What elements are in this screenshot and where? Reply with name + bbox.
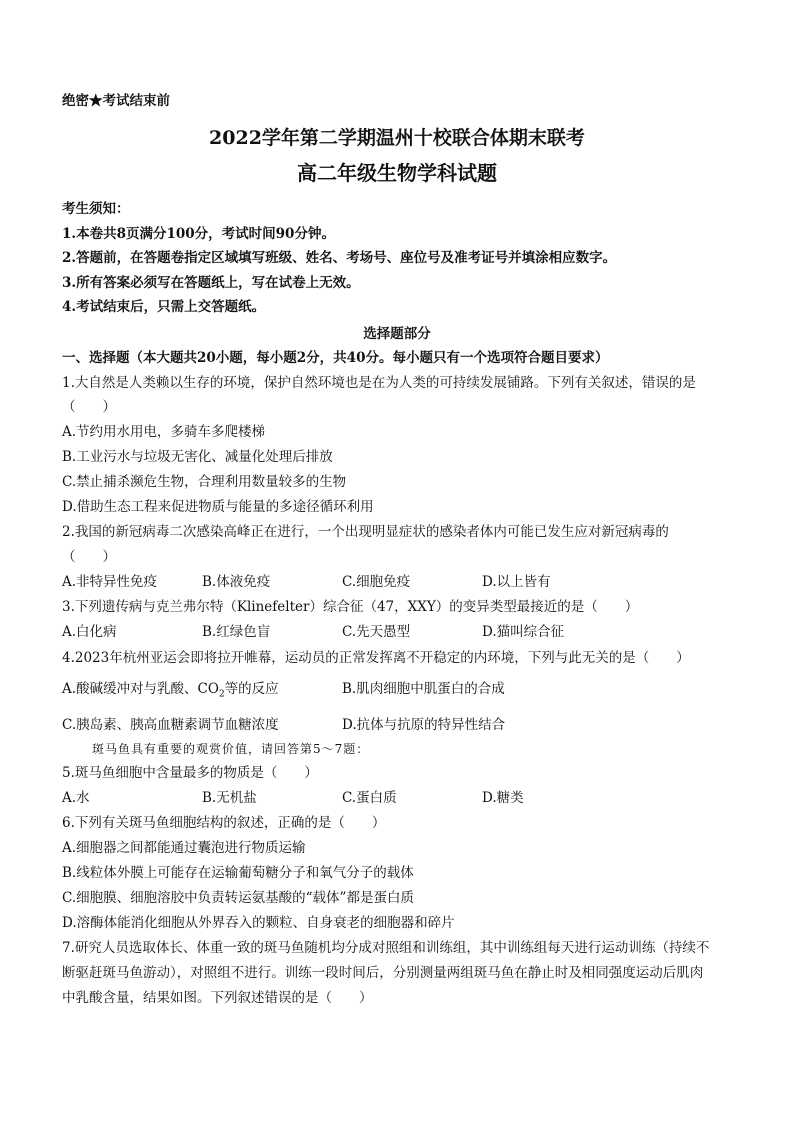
option-a: A.非特异性免疫 <box>62 574 158 590</box>
option-d: D.溶酶体能消化细胞从外界吞入的颗粒、自身衰老的细胞器和碎片 <box>62 915 455 931</box>
subscript-2: 2 <box>218 689 225 700</box>
answer-paren: （ ） <box>62 549 116 565</box>
secret-label: 绝密★考试结束前 <box>62 93 170 109</box>
option-c: C.先天愚型 <box>342 624 411 640</box>
option-c: C.胰岛素、胰高血糖素调节血糖浓度 <box>62 717 279 733</box>
section-part: 选择题部分 <box>363 326 431 342</box>
option-d: D.糖类 <box>482 790 524 806</box>
question-5-stem: 5.斑马鱼细胞中含量最多的物质是（ ） <box>62 765 318 781</box>
option-c: C.细胞免疫 <box>342 574 411 590</box>
option-b: B.体液免疫 <box>202 574 271 590</box>
group-note: 斑马鱼具有重要的观赏价值，请回答第5～7题： <box>92 742 370 756</box>
option-c: C.细胞膜、细胞溶胶中负责转运氨基酸的“载体”都是蛋白质 <box>62 890 414 906</box>
notice-item: 3.所有答案必须写在答题纸上，写在试卷上无效。 <box>62 275 360 291</box>
option-d: D.借助生态工程来促进物质与能量的多途径循环利用 <box>62 499 374 515</box>
question-4-stem: 4.2023年杭州亚运会即将拉开帷幕，运动员的正常发挥离不开稳定的内环境，下列与此无关的是（ ） <box>62 650 690 666</box>
notice-item: 2.答题前，在答题卷指定区域填写班级、姓名、考场号、座位号及准考证号并填涂相应数字。 <box>62 250 617 266</box>
option-a: A.细胞器之间都能通过囊泡进行物质运输 <box>62 840 306 856</box>
option-a: A.白化病 <box>62 624 117 640</box>
answer-paren: （ ） <box>62 399 116 415</box>
question-6-stem: 6.下列有关斑马鱼细胞结构的叙述，正确的是（ ） <box>62 815 386 831</box>
section-heading: 一、选择题（本大题共20小题，每小题2分，共40分。每小题只有一个选项符合题目要求） <box>62 350 609 366</box>
notice-item: 1.本卷共8页满分100分，考试时间90分钟。 <box>62 226 335 242</box>
option-b: B.工业污水与垃圾无害化、减量化处理后排放 <box>62 449 333 465</box>
option-d: D.以上皆有 <box>482 574 551 590</box>
option-a-text-end: 等的反应 <box>224 681 279 697</box>
option-d: D.抗体与抗原的特异性结合 <box>342 717 506 733</box>
option-d: D.猫叫综合征 <box>482 624 565 640</box>
option-a: A.水 <box>62 790 90 806</box>
option-c: C.蛋白质 <box>342 790 397 806</box>
option-b: B.红绿色盲 <box>202 624 271 640</box>
option-a-text: A.酸碱缓冲对与乳酸、CO <box>62 681 219 697</box>
exam-title: 2022学年第二学期温州十校联合体期末联考 <box>209 127 585 149</box>
question-7-stem-end: 中乳酸含量，结果如图。下列叙述错误的是（ ） <box>62 990 373 1006</box>
exam-subtitle: 高二年级生物学科试题 <box>297 161 497 185</box>
question-7-stem-cont: 断驱赶斑马鱼游动），对照组不进行。训练一段时间后，分别测量两组斑马鱼在静止时及相同强度运动后肌肉 <box>62 965 704 981</box>
notice-heading: 考生须知： <box>62 201 130 217</box>
question-2-stem: 2.我国的新冠病毒二次感染高峰正在进行，一个出现明显症状的感染者体内可能已发生应对新冠病毒的 <box>62 524 669 540</box>
notice-item: 4.考试结束后，只需上交答题纸。 <box>62 299 266 315</box>
question-3-stem: 3.下列遗传病与克兰弗尔特（Klinefelter）综合征（47，XXY）的变异类型最接近的是（ ） <box>62 599 639 615</box>
option-c: C.禁止捕杀濒危生物，合理利用数量较多的生物 <box>62 474 347 490</box>
question-1-stem: 1.大自然是人类赖以生存的环境，保护自然环境也是在为人类的可持续发展铺路。下列有关叙述，错误的是 <box>62 375 696 391</box>
question-7-stem: 7.研究人员选取体长、体重一致的斑马鱼随机均分成对照组和训练组，其中训练组每天进行运动训练（持续不 <box>62 940 710 956</box>
option-a: A.节约用水用电，多骑车多爬楼梯 <box>62 424 266 440</box>
option-b: B.肌肉细胞中肌蛋白的合成 <box>342 681 505 697</box>
option-b: B.线粒体外膜上可能存在运输葡萄糖分子和氧气分子的载体 <box>62 865 414 881</box>
option-a <box>62 680 279 704</box>
option-b: B.无机盐 <box>202 790 257 806</box>
